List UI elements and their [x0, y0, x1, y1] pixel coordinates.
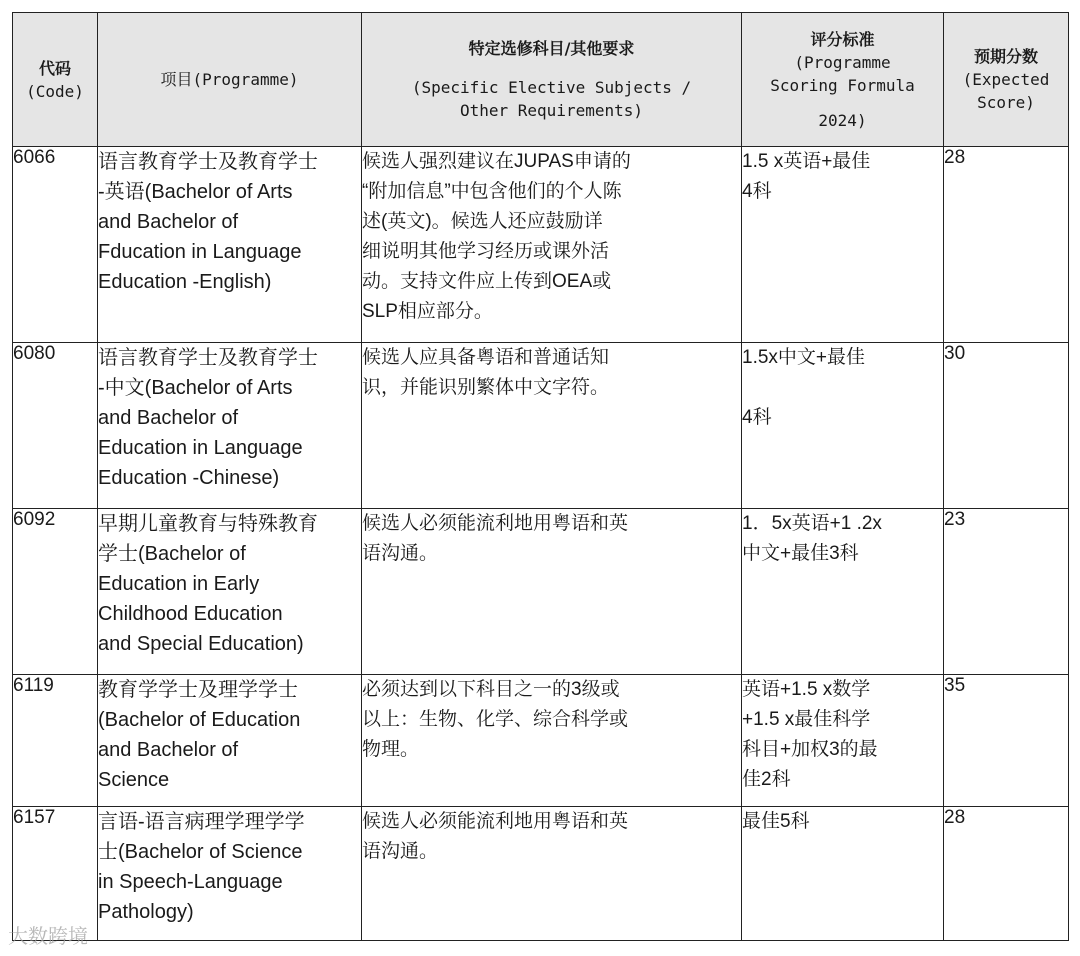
expected-score: 28 — [944, 807, 966, 828]
formula-line: 最佳5科 — [742, 811, 810, 832]
cell-code — [13, 509, 98, 675]
programme-line: Childhood Education — [98, 603, 283, 625]
requirement-line: 语沟通。 — [362, 841, 439, 862]
header-formula-zh: 评分标准 — [810, 29, 875, 49]
formula-line — [742, 373, 943, 403]
cell-programme — [98, 675, 362, 807]
formula-line: 4科 — [742, 407, 772, 428]
formula-line: 中文+最佳3科 — [742, 543, 859, 564]
programme-line: 言语-语言病理学理学学 — [98, 811, 305, 833]
cell-formula — [742, 807, 944, 941]
formula-line: 佳2科 — [742, 769, 791, 790]
table-row — [13, 147, 1069, 343]
cell-expected — [944, 509, 1069, 675]
cell-formula — [742, 675, 944, 807]
cell-expected — [944, 675, 1069, 807]
requirement-line: 动。支持文件应上传到OEA或 — [362, 271, 612, 292]
programme-line: and Bachelor of — [98, 407, 239, 429]
requirement-line: 述(英文)。候选人还应鼓励详 — [362, 211, 603, 232]
requirement-line: 以上：生物、化学、综合科学或 — [362, 709, 629, 730]
table-row — [13, 343, 1069, 509]
header-formula — [742, 13, 944, 147]
header-formula-en-1: (Programme — [794, 52, 891, 72]
requirement-line: 物理。 — [362, 739, 420, 760]
formula-line: 英语+1.5 x数学 — [742, 679, 871, 700]
header-code-en: (Code) — [26, 81, 84, 101]
programme-line: 学士(Bachelor of — [98, 543, 246, 565]
table-row — [13, 807, 1069, 941]
requirement-line: 候选人应具备粤语和普通话知 — [362, 347, 610, 368]
programme-line: and Bachelor of — [98, 211, 239, 233]
cell-expected — [944, 343, 1069, 509]
cell-programme — [98, 807, 362, 941]
requirement-line: 语沟通。 — [362, 543, 439, 564]
requirement-line: 候选人强烈建议在JUPAS申请的 — [362, 151, 631, 172]
requirement-line: 候选人必须能流利地用粤语和英 — [362, 811, 629, 832]
requirement-line: 细说明其他学习经历或课外活 — [362, 241, 610, 262]
programme-code: 6080 — [13, 343, 56, 364]
formula-line: +1.5 x最佳科学 — [742, 709, 871, 730]
requirement-line: “附加信息”中包含他们的个人陈 — [362, 181, 622, 202]
table-row — [13, 675, 1069, 807]
cell-requirements — [362, 147, 742, 343]
requirement-line: 识，并能识别繁体中文字符。 — [362, 377, 610, 398]
admission-table — [12, 12, 1069, 941]
expected-score: 28 — [944, 147, 966, 168]
cell-requirements — [362, 343, 742, 509]
programme-code: 6119 — [13, 675, 54, 696]
cell-formula — [742, 147, 944, 343]
requirement-line: SLP相应部分。 — [362, 301, 493, 322]
requirement-line: 候选人必须能流利地用粤语和英 — [362, 513, 629, 534]
header-programme — [98, 13, 362, 147]
cell-programme — [98, 509, 362, 675]
cell-code — [13, 675, 98, 807]
header-code — [13, 13, 98, 147]
watermark-text: 大数跨境 — [8, 924, 88, 948]
cell-programme — [98, 147, 362, 343]
programme-line: -英语(Bachelor of Arts — [98, 181, 293, 203]
programme-line: Education -English) — [98, 271, 272, 293]
programme-line: Education -Chinese) — [98, 467, 280, 489]
programme-line: in Speech-Language — [98, 871, 283, 893]
programme-line: and Bachelor of — [98, 739, 239, 761]
programme-line: Education in Language — [98, 437, 303, 459]
header-expected-zh: 预期分数 — [973, 47, 1038, 66]
header-req-en-1: (Specific Elective Subjects / — [411, 78, 692, 97]
programme-line: Science — [98, 769, 170, 791]
programme-line: 士(Bachelor of Science — [98, 841, 303, 863]
header-expected — [944, 13, 1069, 147]
expected-score: 23 — [944, 509, 966, 530]
header-expected-en-2: Score) — [977, 93, 1035, 112]
programme-line: Pathology) — [98, 901, 194, 923]
cell-code — [13, 343, 98, 509]
cell-requirements — [362, 509, 742, 675]
expected-score: 35 — [944, 675, 966, 696]
expected-score: 30 — [944, 343, 966, 364]
programme-code: 6157 — [13, 807, 56, 828]
cell-formula — [742, 509, 944, 675]
cell-expected — [944, 147, 1069, 343]
cell-expected — [944, 807, 1069, 941]
header-req-en-2: Other Requirements) — [459, 101, 644, 120]
formula-line: 4科 — [742, 181, 772, 202]
header-programme-label: 项目(Programme) — [160, 70, 299, 89]
header-code-zh: 代码 — [38, 58, 71, 78]
header-req-zh: 特定选修科目/其他要求 — [468, 39, 635, 58]
cell-programme — [98, 343, 362, 509]
formula-line: 1.5x中文+最佳 — [742, 347, 866, 368]
table-row — [13, 509, 1069, 675]
programme-line: 早期儿童教育与特殊教育 — [98, 513, 318, 535]
header-requirements — [362, 13, 742, 147]
requirement-line: 必须达到以下科目之一的3级或 — [362, 679, 620, 700]
programme-line: Fducation in Language — [98, 241, 302, 263]
programme-line: 语言教育学士及教育学士 — [98, 347, 318, 369]
cell-code — [13, 147, 98, 343]
programme-code: 6092 — [13, 509, 56, 530]
programme-line: Education in Early — [98, 573, 260, 595]
header-formula-en-3: 2024) — [818, 110, 867, 130]
cell-formula — [742, 343, 944, 509]
cell-requirements — [362, 675, 742, 807]
programme-line: -中文(Bachelor of Arts — [98, 377, 293, 399]
cell-requirements — [362, 807, 742, 941]
programme-code: 6066 — [13, 147, 56, 168]
header-expected-en-1: (Expected — [962, 70, 1050, 89]
programme-line: and Special Education) — [98, 633, 304, 655]
header-formula-en-2: Scoring Formula — [770, 75, 915, 95]
formula-line: 科目+加权3的最 — [742, 739, 878, 760]
programme-line: (Bachelor of Education — [98, 709, 301, 731]
header-row — [13, 13, 1069, 147]
programme-line: 语言教育学士及教育学士 — [98, 151, 318, 173]
formula-line: 1．5x英语+1 .2x — [742, 513, 882, 534]
formula-line: 1.5 x英语+最佳 — [742, 151, 871, 172]
programme-line: 教育学学士及理学学士 — [98, 679, 298, 701]
